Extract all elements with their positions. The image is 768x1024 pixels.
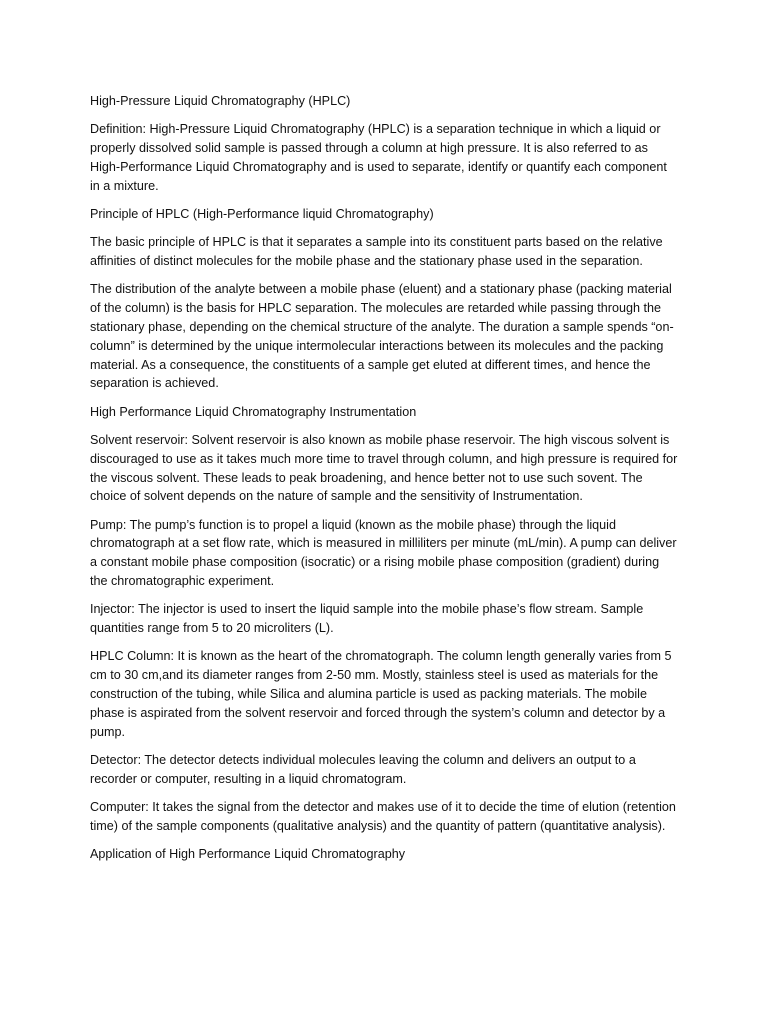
pump-paragraph: Pump: The pump’s function is to propel a liquid (known as the mobile phase) through the liquid chromatograph at a set flow rate, which is measured in milliliters per minute (mL/min). A pump can deliver a constant mobile phase composition (isocratic) or a rising mobile phase composition (gradient) during the chromatographic experiment. — [90, 517, 677, 589]
computer-paragraph: Computer: It takes the signal from the detector and makes use of it to decide the time of elution (retention time) of the sample components (qualitative analysis) and the quantity of pattern (quantitative analysis). — [90, 800, 676, 833]
document-title: High-Pressure Liquid Chromatography (HPLC) — [90, 94, 351, 108]
document-page — [90, 92, 678, 873]
instrumentation-heading: High Performance Liquid Chromatography Instrumentation — [90, 404, 417, 419]
definition-paragraph: Definition: High-Pressure Liquid Chromatography (HPLC) is a separation technique in which a liquid or properly dissolved solid sample is passed through a column at high pressure. It is also referred to as High-Performance Liquid Chromatography and is used to separate, identify or quantify each component in a mixture. — [90, 122, 667, 193]
solvent-reservoir-paragraph: Solvent reservoir: Solvent reservoir is also known as mobile phase reservoir. The high viscous solvent is discouraged to use as it takes much more time to travel through column, and high pressure is required for the viscous solvent. These leads to peak broadening, and hence better not to use such sovent. The choice of solvent depends on the nature of sample and the sensitivity of Instrumentation. — [90, 432, 678, 504]
injector-paragraph: Injector: The injector is used to insert the liquid sample into the mobile phase’s flow stream. Sample quantities range from 5 to 20 microliters (L). — [90, 602, 644, 636]
application-heading: Application of High Performance Liquid Chromatography — [90, 847, 406, 862]
principle-paragraph: The basic principle of HPLC is that it separates a sample into its constituent parts based on the relative affinities of distinct molecules for the mobile phase and the stationary phase used in the separation. — [90, 235, 663, 269]
distribution-paragraph: The distribution of the analyte between a mobile phase (eluent) and a stationary phase (packing material of the column) is the basis for HPLC separation. The molecules are retarded while passing through the stationary phase, depending on the chemical structure of the analyte. The duration a sample spends “on-column” is determined by the unique intermolecular interactions between its molecules and the packing material. As a consequence, the constituents of a sample get eluted at different times, and hence the separation is achieved. — [90, 282, 674, 391]
principle-heading: Principle of HPLC (High-Performance liquid Chromatography) — [90, 206, 434, 221]
detector-paragraph: Detector: The detector detects individual molecules leaving the column and delivers an output to a recorder or computer, resulting in a liquid chromatogram. — [90, 752, 636, 786]
column-paragraph: HPLC Column: It is known as the heart of the chromatograph. The column length generally varies from 5 cm to 30 cm,and its diameter ranges from 2-50 mm. Mostly, stainless steel is used as materials for the construction of the tubing, while Silica and alumina particle is used as packing materials. The mobile phase is aspirated from the solvent reservoir and forced through the system’s column and detector by a pump. — [90, 649, 672, 739]
